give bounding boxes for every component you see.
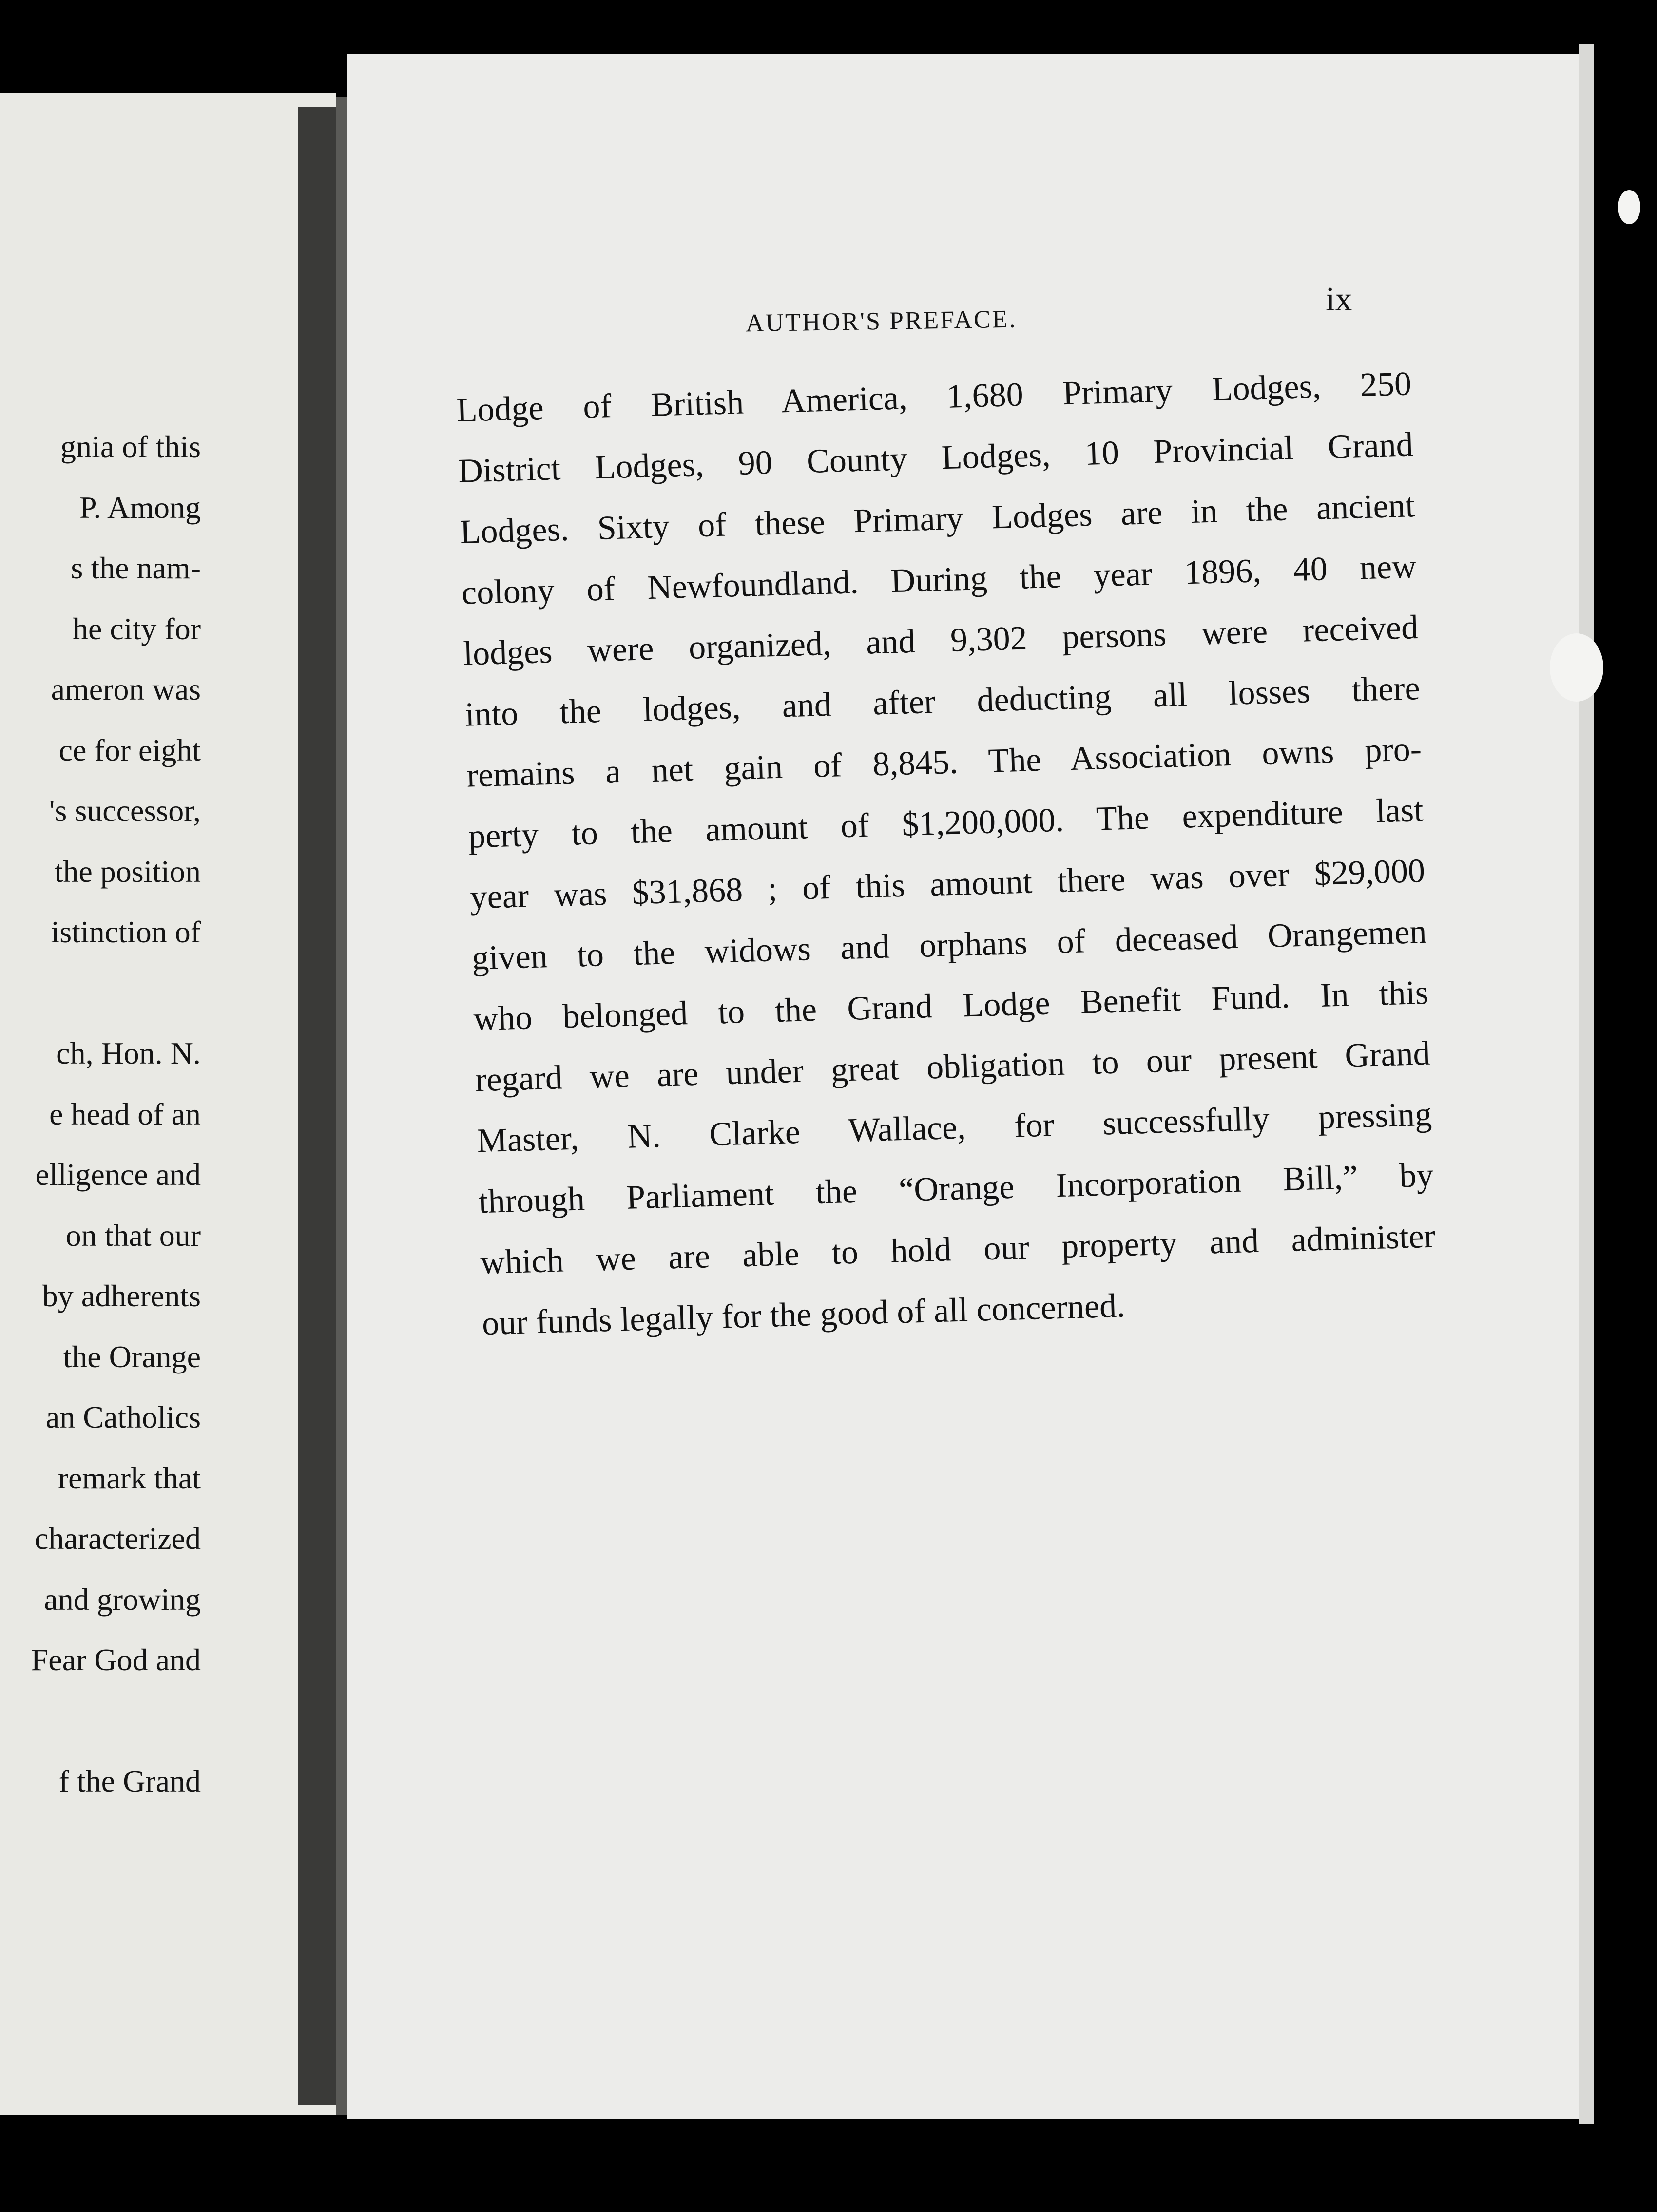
left-page-line: P. Among [79,490,201,525]
body-text-line: which we are able to hold our property and administer [480,1217,1436,1282]
right-page-edge [1579,44,1594,2124]
body-text-line: through Parliament the “Orange Incorporation Bill,” by [478,1156,1434,1221]
left-page [0,93,336,2115]
left-page-line: an Catholics [45,1400,201,1434]
body-text-line: who belonged to the Grand Lodge Benefit Fund. In this [473,973,1429,1038]
left-page-line: the position [54,854,201,889]
body-text-line: into the lodges, and after deducting all losses there [464,669,1421,734]
left-page-line: ch, Hon. N. [56,1036,201,1070]
scan-speck [1550,633,1603,702]
scan-speck [1618,190,1640,224]
body-text-line: colony of Newfoundland. During the year 1896, 40 new [461,548,1417,612]
left-page-line: characterized [34,1521,201,1556]
body-text-line: year was $31,868 ; of this amount there was over $29,000 [469,852,1426,916]
body-text-line: lodges were organized, and 9,302 persons were received [462,609,1419,673]
body-text-line: regard we are under great obligation to our present Grand [475,1034,1431,1099]
body-text-line: District Lodges, 90 County Lodges, 10 Provincial Grand [458,426,1414,490]
left-page-line: the Orange [63,1339,201,1374]
left-page-line: and growing [44,1582,201,1617]
left-page-line: remark that [58,1460,201,1495]
left-page-line: e head of an [49,1096,201,1131]
binding-gutter [298,107,340,2105]
left-page-line: on that our [65,1218,201,1253]
left-page-line: ce for eight [58,732,201,767]
body-text-line: perty to the amount of $1,200,000. The expenditure last [468,791,1424,856]
body-text-line: given to the widows and orphans of deceased Orangemen [471,913,1427,977]
left-page-line: he city for [73,611,201,646]
left-page-line: ameron was [51,672,201,706]
body-text [456,353,1439,1403]
body-text-line: Lodge of British America, 1,680 Primary Lodges, 250 [456,365,1412,429]
left-page-line: f the Grand [58,1764,201,1798]
left-page-line: s the nam- [71,551,201,585]
left-page-text [0,93,201,2115]
left-page-line: Fear God and [31,1642,201,1677]
left-page-line: istinction of [51,915,201,949]
body-text-line: Lodges. Sixty of these Primary Lodges are in the ancient [459,487,1416,551]
body-text-line: remains a net gain of 8,845. The Association owns pro- [466,730,1422,795]
running-head: AUTHOR'S PREFACE. [745,305,1017,338]
binding-shadow [336,97,348,2115]
page-number: ix [1326,281,1352,318]
left-page-line: by adherents [42,1278,201,1313]
left-page-line: 's successor, [49,793,201,828]
body-text-line: Master, N. Clarke Wallace, for successfully pressing [476,1095,1432,1160]
left-page-line: elligence and [35,1157,201,1192]
body-text-line: our funds legally for the good of all concerned. [482,1287,1126,1343]
left-page-line: gnia of this [60,429,201,464]
